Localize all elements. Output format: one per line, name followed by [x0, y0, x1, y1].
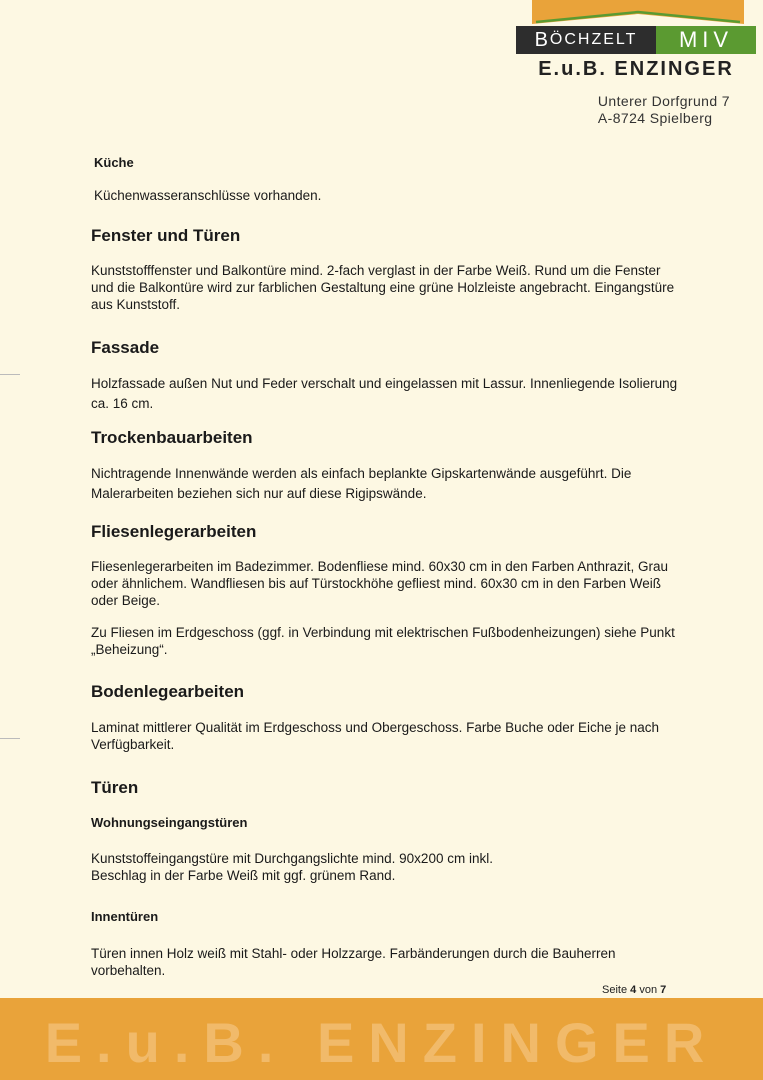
company-address: [598, 93, 730, 127]
text-fliesen-1: Fliesenlegerarbeiten im Badezimmer. Bodenfliese mind. 60x30 cm in den Farben Anthrazit, Grau oder ähnlichem. Wandfliesen bis auf Türstockhöhe gefliest mind. 60x30 cm in den Farben Weiß oder Beige.: [91, 559, 669, 608]
text-wohnungseingangstueren-1: Kunststoffeingangstüre mit Durchgangslichte mind. 90x200 cm inkl.: [91, 851, 493, 866]
logo-brand-left: B ÖCHZELT: [516, 26, 656, 54]
heading-boden: Bodenlegearbeiten: [91, 682, 245, 701]
subheading-innentueren: Innentüren: [91, 909, 159, 924]
company-logo: [516, 0, 756, 82]
heading-tueren: Türen: [91, 778, 139, 797]
subheading-wohnungseingangstueren: Wohnungseingangstüren: [91, 815, 248, 830]
text-fliesen-2: Zu Fliesen im Erdgeschoss (ggf. in Verbindung mit elektrischen Fußbodenheizungen) siehe Punkt „Beheizung“.: [91, 625, 675, 657]
page-number: Seite 4 von 7: [602, 984, 667, 996]
text-fenster: Kunststofffenster und Balkontüre mind. 2-fach verglast in der Farbe Weiß. Rund um die Fenster und die Balkontüre wird zur farblichen Gestaltung eine grüne Holzleiste angebracht. Eingangstüre aus Kunststoff.: [91, 263, 675, 312]
fold-mark-top: [0, 374, 20, 375]
logo-subtitle: E.u.B. ENZINGER: [538, 58, 734, 80]
heading-fassade: Fassade: [91, 338, 160, 357]
text-kueche: Küchenwasseranschlüsse vorhanden.: [94, 188, 322, 203]
address-city: A-8724 Spielberg: [597, 110, 713, 126]
text-fassade: Holzfassade außen Nut und Feder verschalt und eingelassen mit Lassur. Innenliegende Isolierung ca. 16 cm.: [91, 376, 678, 411]
footer-watermark: E.u.B. ENZINGER: [44, 1011, 719, 1074]
footer-band: [0, 998, 763, 1080]
roof-icon: [532, 0, 744, 24]
text-wohnungseingangstueren-2: Beschlag in der Farbe Weiß mit ggf. grünem Rand.: [91, 868, 396, 883]
fold-mark-bottom: [0, 738, 20, 739]
heading-fenster: Fenster und Türen: [91, 226, 241, 245]
text-boden: Laminat mittlerer Qualität im Erdgeschoss und Obergeschoss. Farbe Buche oder Eiche je nach Verfügbarkeit.: [91, 720, 660, 752]
text-trockenbau: Nichtragende Innenwände werden als einfach beplankte Gipskartenwände ausgeführt. Die Malerarbeiten beziehen sich nur auf diese Rigipswände.: [91, 466, 632, 501]
heading-kueche: Küche: [94, 155, 134, 170]
heading-fliesen: Fliesenlegerarbeiten: [91, 522, 257, 541]
text-innentueren: Türen innen Holz weiß mit Stahl- oder Holzzarge. Farbänderungen durch die Bauherren vorbehalten.: [91, 946, 616, 978]
address-street: Unterer Dorfgrund 7: [597, 93, 730, 109]
logo-brand-right: MIV: [656, 26, 756, 54]
heading-trockenbau: Trockenbauarbeiten: [91, 428, 253, 447]
